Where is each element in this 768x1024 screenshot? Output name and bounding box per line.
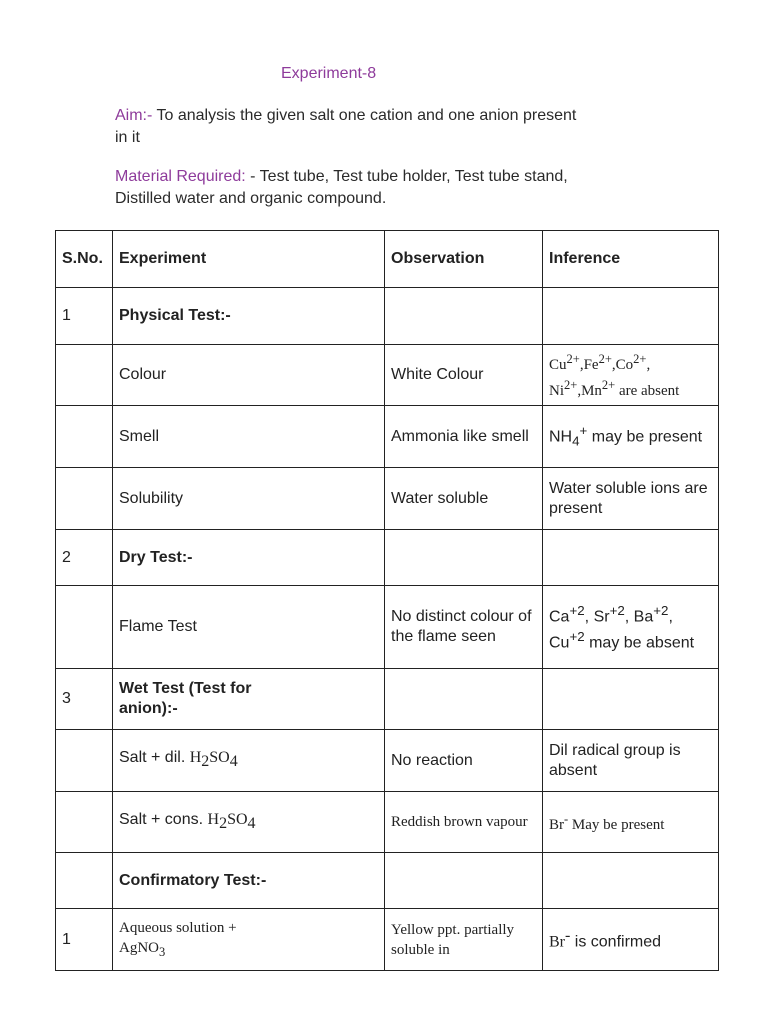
row-observation: White Colour [385, 345, 543, 406]
table-row [56, 288, 719, 345]
table-header-row [56, 231, 719, 288]
chem-charge: +2 [609, 602, 625, 618]
chem-charge: +2 [569, 629, 585, 644]
chem-cu: Cu [549, 634, 570, 652]
header-experiment: Experiment [113, 231, 385, 288]
row-observation [385, 530, 543, 586]
chem-br: Br [549, 933, 565, 951]
chem-charge: 2+ [564, 378, 578, 392]
chem-text: is confirmed [570, 933, 662, 951]
row-experiment [113, 730, 385, 792]
header-observation: Observation [385, 231, 543, 288]
row-inference [543, 792, 719, 853]
table-row [56, 345, 719, 406]
row-sno [56, 345, 113, 406]
row-inference [543, 288, 719, 345]
table-row [56, 468, 719, 530]
row-observation: Ammonia like smell [385, 406, 543, 468]
row-inference [543, 406, 719, 468]
experiment-table [55, 230, 719, 971]
chem-mn: Mn [581, 383, 602, 399]
row-inference [543, 669, 719, 730]
row-experiment: Smell [113, 406, 385, 468]
chem-br: Br [549, 817, 564, 833]
row-sno [56, 853, 113, 909]
material-paragraph [115, 166, 585, 210]
chem-charge: +2 [653, 602, 669, 618]
chem-comma: , [584, 608, 590, 625]
experiment-text: Aqueous solution + [119, 919, 237, 936]
row-inference [543, 586, 719, 669]
chem-text: may be absent [584, 634, 695, 652]
row-observation: Reddish brown vapour [385, 792, 543, 853]
header-inference: Inference [543, 231, 719, 288]
material-label: Material Required: [115, 168, 246, 185]
aim-paragraph [115, 105, 585, 149]
chem-subscript: 2 [201, 753, 210, 771]
row-sno: 1 [56, 288, 113, 345]
row-inference: Dil radical group is absent [543, 730, 719, 792]
chem-charge: + [579, 423, 588, 439]
experiment-text: Salt + dil. [119, 749, 190, 767]
row-inference [543, 853, 719, 909]
chem-cu: Cu [549, 357, 567, 373]
table-row [56, 530, 719, 586]
chem-sr: Sr [593, 608, 610, 625]
chem-charge: - [565, 927, 571, 945]
row-inference [543, 530, 719, 586]
row-sno [56, 586, 113, 669]
chem-co: Co [615, 357, 634, 373]
material-text: - Test tube, Test tube holder, Test tube stand, Distilled water and organic compound. [115, 168, 568, 207]
row-sno: 3 [56, 669, 113, 730]
chem-text: May be present [568, 817, 665, 833]
aim-label: Aim:- [115, 107, 153, 124]
observation-text: Yellow ppt. partially soluble in [391, 921, 515, 958]
row-experiment: Flame Test [113, 586, 385, 669]
experiment-title: Experiment-8 [281, 65, 377, 82]
chem-subscript: 4 [229, 753, 238, 771]
chem-h: H [189, 749, 202, 767]
chem-subscript: 4 [572, 433, 580, 449]
experiment-text: Salt + cons. [119, 810, 208, 828]
aim-text: To analysis the given salt one cation and one anion present in it [115, 107, 577, 146]
row-inference [543, 345, 719, 406]
chem-charge: 2+ [601, 378, 616, 392]
chem-comma: , [611, 357, 616, 373]
table-row [56, 669, 719, 730]
row-inference: Water soluble ions are present [543, 468, 719, 530]
row-observation [385, 288, 543, 345]
chem-charge: +2 [569, 602, 585, 618]
table-row [56, 909, 719, 971]
chem-ni: Ni [549, 383, 564, 399]
row-observation: Water soluble [385, 468, 543, 530]
row-experiment: Solubility [113, 468, 385, 530]
header-sno: S.No. [56, 231, 113, 288]
chem-comma: , [577, 383, 582, 399]
row-sno [56, 468, 113, 530]
table-row [56, 406, 719, 468]
row-experiment [113, 792, 385, 853]
chem-charge: 2+ [566, 352, 580, 366]
chem-charge: - [564, 812, 569, 826]
row-observation: No distinct colour of the flame seen [385, 586, 543, 669]
row-observation [385, 853, 543, 909]
row-sno [56, 406, 113, 468]
chem-comma: , [579, 357, 584, 373]
wet-test-label: Wet Test (Test for anion):- [119, 680, 252, 717]
row-experiment [113, 909, 385, 971]
chem-subscript: 4 [247, 815, 256, 833]
row-observation: No reaction [385, 730, 543, 792]
row-observation [385, 669, 543, 730]
row-experiment: Physical Test:- [113, 288, 385, 345]
row-sno [56, 730, 113, 792]
chem-ba: Ba [633, 608, 654, 625]
row-inference [543, 909, 719, 971]
table-row [56, 792, 719, 853]
row-sno: 1 [56, 909, 113, 971]
row-experiment: Colour [113, 345, 385, 406]
chem-agno: AgNO [119, 939, 159, 956]
chem-so: SO [227, 810, 248, 828]
chem-fe: Fe [583, 357, 599, 373]
chem-comma: , [624, 608, 630, 625]
chem-comma: , [668, 608, 673, 625]
chem-so: SO [209, 749, 230, 767]
chem-charge: 2+ [633, 352, 647, 366]
row-experiment [113, 669, 385, 730]
table-row [56, 730, 719, 792]
chem-subscript: 2 [219, 815, 228, 833]
row-observation [385, 909, 543, 971]
chem-charge: 2+ [598, 352, 612, 366]
row-experiment: Confirmatory Test:- [113, 853, 385, 909]
chem-h: H [207, 810, 220, 828]
row-sno: 2 [56, 530, 113, 586]
chem-text: may be present [587, 428, 703, 446]
row-sno [56, 792, 113, 853]
table-row [56, 586, 719, 669]
row-experiment: Dry Test:- [113, 530, 385, 586]
chem-comma: , [646, 357, 651, 373]
chem-subscript: 3 [159, 944, 166, 959]
chem-ca: Ca [549, 608, 570, 625]
table-row [56, 853, 719, 909]
chem-nh: NH [549, 428, 573, 446]
chem-text: are absent [615, 383, 680, 399]
